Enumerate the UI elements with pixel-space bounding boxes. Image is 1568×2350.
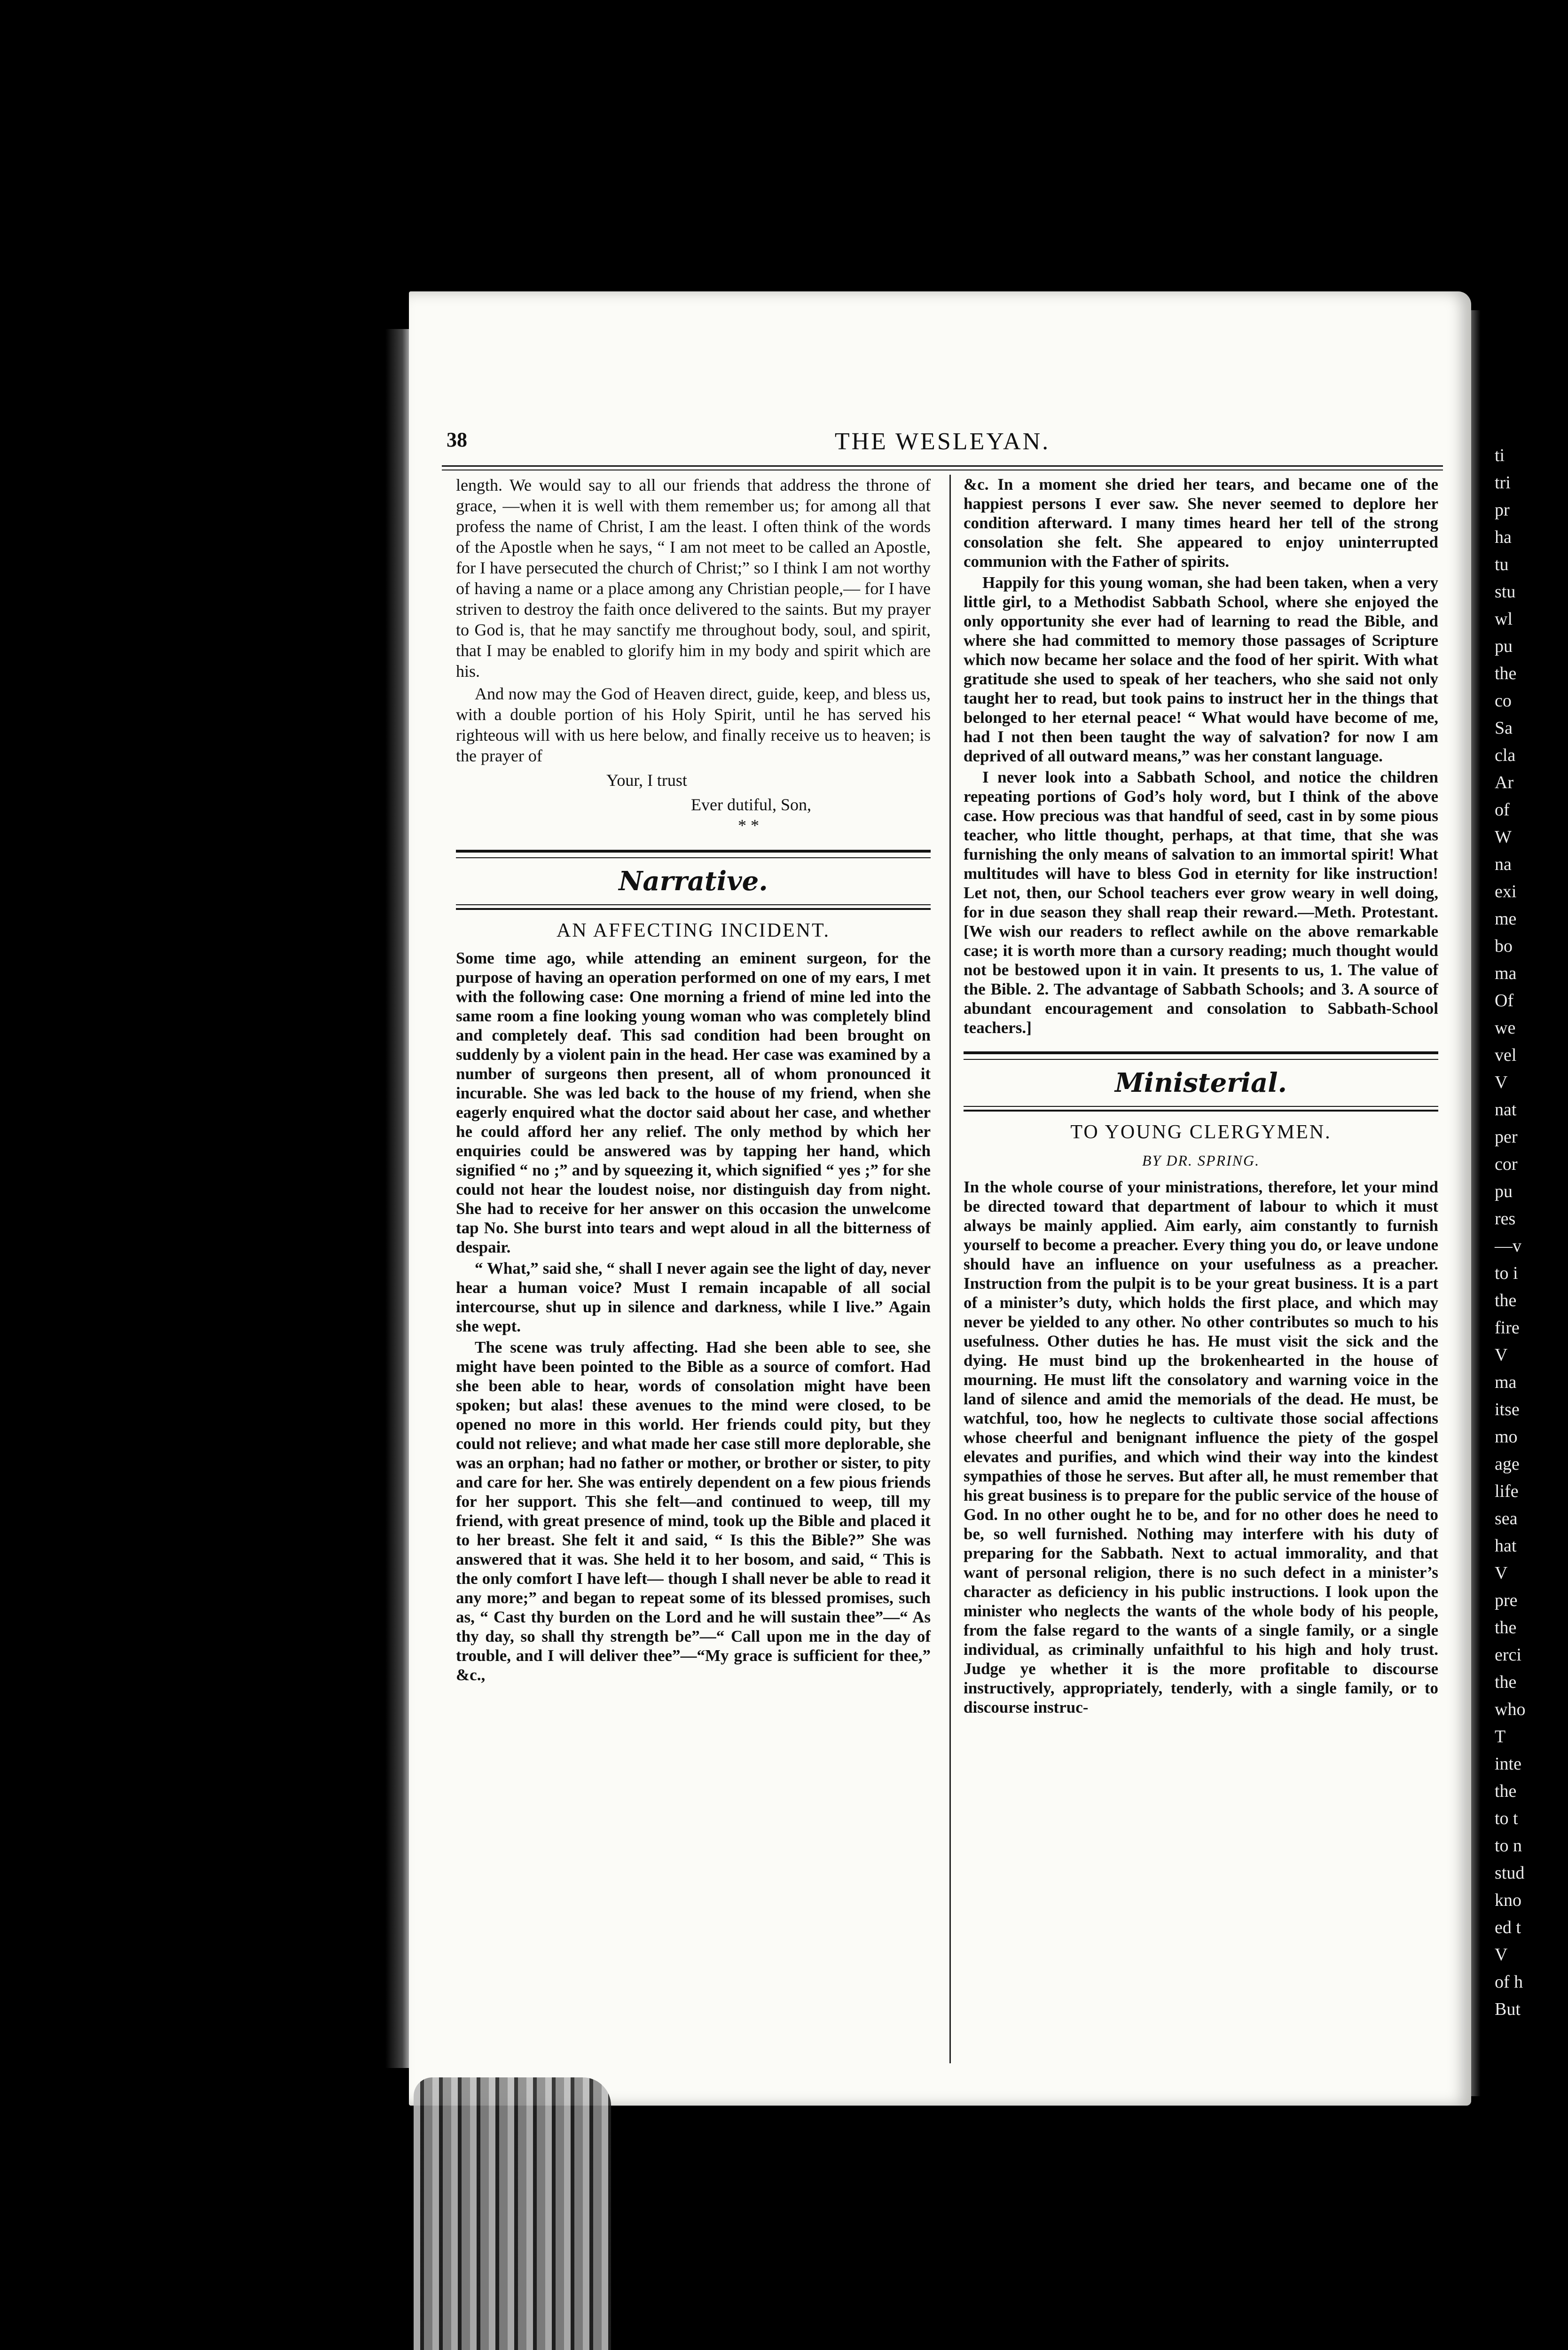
- journal-title: THE WESLEYAN.: [834, 428, 1051, 455]
- article-title: TO YOUNG CLERGYMEN.: [1070, 1121, 1332, 1143]
- right-column: [964, 475, 1438, 1719]
- neighbor-fragment-line: ed t: [1495, 1918, 1521, 1937]
- article-paragraph: Happily for this young woman, she had been taken, when a very little girl, to a Methodist Sabbath School, where she enjoyed the only opportunity she ever had of learning to read the Bible, and where she had committed to memory those passages of Scripture which now became her solace and the food of her spirit. With what gratitude she used to speak of her teachers, who she said not only taught her to read, but took pains to instruct her in the things that belonged to her eternal peace! “ What would have become of me, had I not then been taught the way of salvation? for now I am deprived of all outward means,” was her constant language.: [964, 573, 1438, 765]
- article-paragraph: “ What,” said she, “ shall I never again see the light of day, never hear a human voice? Must I remain incapable of all social intercourse, shut up in silence and darkness, while I live.” Again she wept.: [456, 1259, 931, 1335]
- neighbor-fragment-line: to n: [1495, 1836, 1522, 1856]
- neighbor-fragment-line: fire: [1495, 1318, 1520, 1338]
- section-rule: [964, 1106, 1438, 1112]
- letter-sign-off: Ever dutiful, Son,: [691, 795, 811, 814]
- neighbor-fragment-line: age: [1495, 1454, 1520, 1474]
- neighbor-fragment-line: who: [1495, 1700, 1526, 1719]
- neighbor-fragment-line: pu: [1495, 1182, 1513, 1201]
- article-title: AN AFFECTING INCIDENT.: [556, 920, 831, 941]
- section-heading-narrative: Narrative.: [619, 866, 768, 897]
- article-paragraph: In the whole course of your ministrations, therefore, let your mind be directed toward that department of labour to which it must always be mainly applied. Aim early, aim constantly to furnish yourself to become a preacher. Every thing you do, or leave undone should have an influence on your usefulness as a preacher. Instruction from the pulpit is to be your great business. It is a part of a minister’s duty, which holds the first place, and which may never be yielded to any other. No other contributes so much to his usefulness. Other duties he has. He must visit the sick and the dying. He must bind up the brokenhearted in the house of mourning. He must lift the consolatory and warning voice in the land of silence and amid the memorials of the dead. He must, be watchful, too, how he neglects to cultivate those social affections whose cheerful and benignant influence the piety of the gospel elevates and purifies, and which wind their way into the kindest sympathies of those he serves. But after all, he must remember that his great business is to prepare for the public service of the house of God. In no other ought he to be, and for no other does he need to be, so well furnished. Nothing may interfere with his duty of preparing for the Sabbath. Next to actual immorality, and that want of personal religion, there is no such defect in a minister’s character as deficiency in his public instructions. I look upon the minister who neglects the wants of the whole body of his people, from the false regard to the wants of a single family, or a single individual, as criminally unfaithful to his high and holy trust. Judge ye whether it is the more profitable to discourse instructively, appropriately, tenderly, with a single family, or to discourse instruc-: [964, 1178, 1438, 1716]
- neighbor-fragment-line: Ar: [1495, 773, 1514, 792]
- neighbor-fragment-line: Sa: [1495, 718, 1513, 738]
- neighbor-fragment-line: exi: [1495, 882, 1517, 901]
- neighbor-fragment-line: ha: [1495, 527, 1512, 547]
- neighbor-fragment-line: itse: [1495, 1400, 1520, 1419]
- article-body: [456, 948, 931, 1684]
- neighbor-fragment-line: pre: [1495, 1590, 1518, 1610]
- section-rule: [456, 904, 931, 910]
- column-divider: [949, 475, 951, 2063]
- neighbor-fragment-line: cor: [1495, 1154, 1518, 1174]
- neighbor-fragment-line: V: [1495, 1563, 1508, 1583]
- neighbor-fragment-line: ma: [1495, 1372, 1517, 1392]
- neighbor-fragment-line: tu: [1495, 555, 1509, 574]
- neighbor-fragment-line: V: [1495, 1345, 1508, 1365]
- neighbor-fragment-line: stud: [1495, 1863, 1525, 1883]
- neighbor-fragment-line: vel: [1495, 1045, 1517, 1065]
- left-column: [456, 475, 931, 1686]
- article-body: [964, 1177, 1438, 1717]
- neighbor-fragment-line: cla: [1495, 745, 1516, 765]
- book-binding: [414, 2077, 611, 2350]
- neighbor-fragment-line: pr: [1495, 500, 1510, 520]
- letter-sign-off: Your, I trust: [606, 771, 687, 790]
- neighbor-fragment-line: per: [1495, 1127, 1518, 1147]
- neighbor-fragment-line: V: [1495, 1073, 1508, 1092]
- neighbor-fragment-line: But: [1495, 1999, 1521, 2019]
- neighbor-fragment-line: ma: [1495, 964, 1517, 983]
- section-rule: [964, 1051, 1438, 1060]
- neighbor-fragment-line: to i: [1495, 1263, 1518, 1283]
- neighbor-fragment-line: res: [1495, 1209, 1516, 1229]
- article-paragraph: Some time ago, while attending an eminent surgeon, for the purpose of having an operation performed on one of my ears, I met with the following case: One morning a friend of mine led into the same room a fine looking young woman who was completely blind and completely deaf. This sad condition had been brought on suddenly by a violent pain in the head. Her case was examined by a number of surgeons then present, all of whom pronounced it incurable. She was led back to the house of my friend, when she eagerly enquired what the doctor said about her case, and whether he could afford her any relief. The only method by which her enquiries could be answered was by tapping her hand, which signified “ no ;” and by squeezing it, which signified “ yes ;” for she could not hear the loudest noise, nor distinguish day from night. She had to receive for her answer on this occasion the unwelcome tap No. She burst into tears and wept aloud in all the bitterness of despair.: [456, 949, 931, 1256]
- neighbor-fragment-line: erci: [1495, 1645, 1521, 1665]
- neighbor-fragment-line: tri: [1495, 473, 1511, 493]
- page-number: 38: [447, 428, 467, 451]
- neighbor-page-fragments: [1495, 442, 1568, 2023]
- neighbor-fragment-line: W: [1495, 827, 1512, 847]
- neighbor-fragment-line: na: [1495, 854, 1512, 874]
- neighbor-fragment-line: to t: [1495, 1809, 1518, 1828]
- neighbor-fragment-line: mo: [1495, 1427, 1518, 1447]
- section-heading-ministerial: Ministerial.: [1114, 1067, 1287, 1098]
- neighbor-fragment-line: of: [1495, 800, 1510, 820]
- article-continuation: [964, 475, 1438, 1037]
- neighbor-fragment-line: of h: [1495, 1972, 1523, 1992]
- letter-paragraph: length. We would say to all our friends that address the throne of grace, —when it is well with them remember us; for among all that profess the name of Christ, I am the least. I often think of the words of the Apostle when he says, “ I am not meet to be called an Apostle, for I have persecuted the church of Christ;” so I think I am not worthy of having a name or a place among any Christian people,— for I have striven to destroy the faith once delivered to the saints. But my prayer to God is, that he may sanctify me throughout body, soul, and spirit, that I may be enabled to glorify him in my body and spirit which are his.: [456, 476, 931, 681]
- neighbor-fragment-line: wl: [1495, 609, 1513, 629]
- neighbor-fragment-line: the: [1495, 1291, 1517, 1310]
- neighbor-fragment-line: inte: [1495, 1754, 1521, 1774]
- neighbor-fragment-line: the: [1495, 1672, 1517, 1692]
- neighbor-fragment-line: —v: [1495, 1236, 1521, 1256]
- neighbor-fragment-line: life: [1495, 1481, 1519, 1501]
- neighbor-fragment-line: me: [1495, 909, 1517, 929]
- neighbor-fragment-line: the: [1495, 1618, 1517, 1637]
- neighbor-fragment-line: the: [1495, 664, 1517, 683]
- neighbor-fragment-line: stu: [1495, 582, 1516, 602]
- neighbor-fragment-line: bo: [1495, 936, 1513, 956]
- newspaper-page: [409, 291, 1471, 2106]
- neighbor-fragment-line: Of: [1495, 991, 1514, 1010]
- letter-signature-marks: * *: [738, 816, 759, 835]
- neighbor-fragment-line: sea: [1495, 1509, 1518, 1528]
- letter-paragraph: And now may the God of Heaven direct, guide, keep, and bless us, with a double portion of his Holy Spirit, until he has served his righteous will with us here below, and finally receive us to heaven; is the prayer of: [456, 684, 931, 765]
- neighbor-fragment-line: ti: [1495, 446, 1505, 465]
- neighbor-fragment-line: pu: [1495, 636, 1513, 656]
- section-rule: [456, 850, 931, 858]
- article-byline: BY DR. SPRING.: [1142, 1152, 1260, 1169]
- neighbor-fragment-line: hat: [1495, 1536, 1517, 1556]
- neighbor-fragment-line: co: [1495, 691, 1512, 711]
- article-paragraph: I never look into a Sabbath School, and notice the children repeating portions of God’s holy word, but I think of the above case. How precious was that handful of seed, cast in by some pious teacher, who little thought, perhaps, at that time, that she was furnishing the only means of salvation to an immortal spirit! What multitudes will have to bless God in eternity for like instruction! Let not, then, our School teachers ever grow weary in well doing, for in due season they shall reap their reward.—Meth. Protestant. [We wish our readers to reflect awhile on the above remarkable case; it is worth more than a cursory reading; much thought would not be bestowed upon it in vain. It presents to us, 1. The value of the Bible. 2. The advantage of Sabbath Schools; and 3. A source of abundant encouragement and consolation to Sabbath-School teachers.]: [964, 768, 1438, 1037]
- article-paragraph: &c. In a moment she dried her tears, and became one of the happiest persons I ever saw. She never seemed to deplore her condition afterward. I many times heard her tell of the strong consolation she felt. She appeared to enjoy uninterrupted communion with the Father of spirits.: [964, 475, 1438, 571]
- neighbor-fragment-line: nat: [1495, 1100, 1517, 1120]
- neighbor-fragment-line: T: [1495, 1727, 1506, 1747]
- running-head: [442, 428, 1443, 461]
- neighbor-fragment-line: V: [1495, 1945, 1508, 1965]
- neighbor-fragment-line: kno: [1495, 1890, 1521, 1910]
- header-rule: [442, 465, 1443, 470]
- neighbor-fragment-line: we: [1495, 1018, 1516, 1038]
- article-paragraph: The scene was truly affecting. Had she been able to see, she might have been pointed to the Bible as a source of comfort. Had she been able to hear, words of consolation might have been spoken; but alas! these avenues to the mind were closed, to be opened no more in this world. Her friends could pity, but they could not relieve; and what made her case still more deplorable, she was an orphan; had no father or mother, or brother or sister, to pity and care for her. She was entirely dependent on a few pious friends for her support. This she felt—and continued to weep, till my friend, with great presence of mind, took up the Bible and placed it to her breast. She felt it and said, “ Is this the Bible?” She was answered that it was. She held it to her bosom, and said, “ This is the only comfort I have left— though I shall never be able to read it any more;” and began to repeat some of its blessed promises, such as, “ Cast thy burden on the Lord and he will sustain thee”—“ As thy day, so shall thy strength be”—“ Call upon me in the day of trouble, and I will deliver thee”—“My grace is sufficient for thee,” &c.,: [456, 1338, 931, 1684]
- neighbor-fragment-line: the: [1495, 1781, 1517, 1801]
